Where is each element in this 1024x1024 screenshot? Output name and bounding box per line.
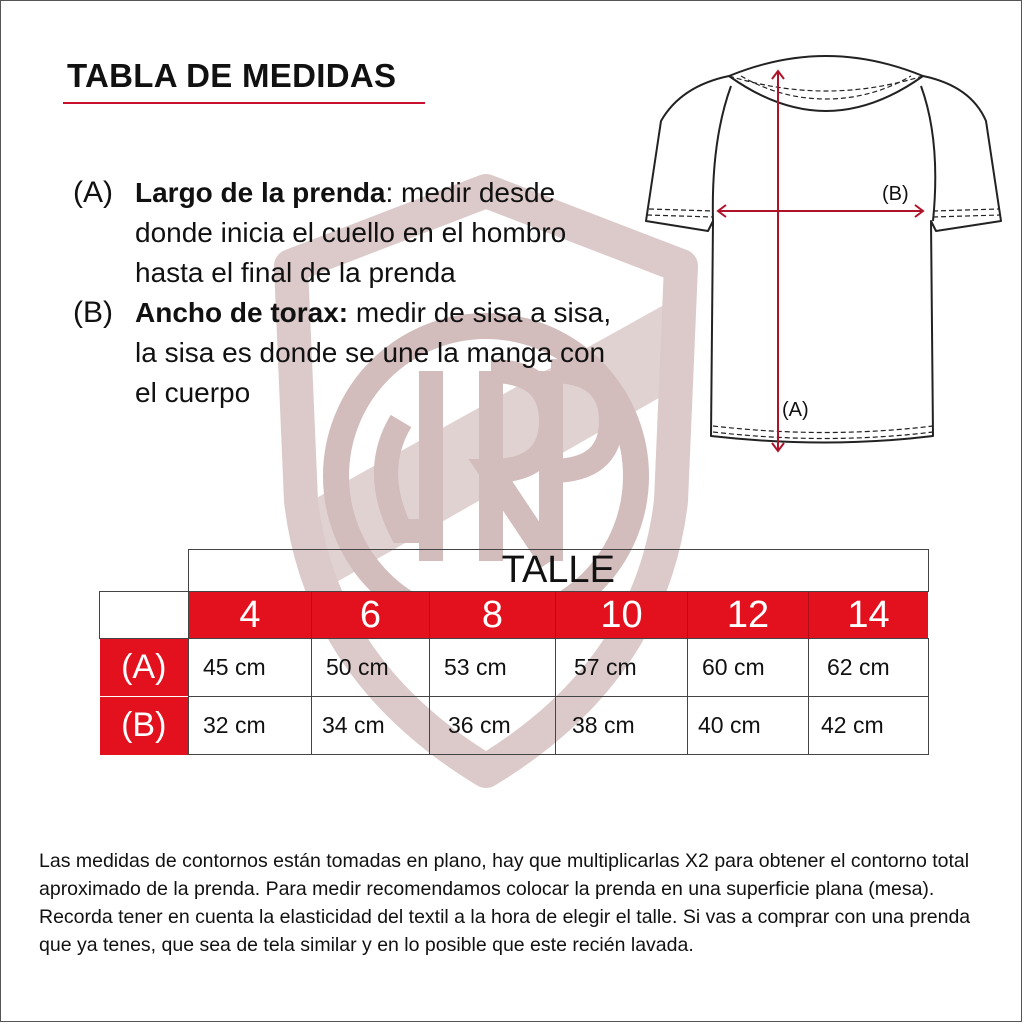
table-cell: 62 cm bbox=[809, 639, 929, 697]
table-cell: 40 cm bbox=[688, 697, 809, 755]
size-header: 6 bbox=[312, 592, 430, 639]
table-cell: 34 cm bbox=[312, 697, 430, 755]
size-header: 10 bbox=[556, 592, 688, 639]
definition-letter: (A) bbox=[73, 176, 113, 209]
tshirt-diagram-icon bbox=[641, 41, 1006, 466]
table-cell: 36 cm bbox=[430, 697, 556, 755]
definitions bbox=[73, 173, 613, 413]
row-label: (A) bbox=[100, 639, 189, 697]
row-label: (B) bbox=[100, 697, 189, 755]
table-row bbox=[100, 639, 929, 697]
definition-b bbox=[73, 293, 613, 413]
table-corner-empty bbox=[100, 550, 189, 592]
diagram-label-b: (B) bbox=[882, 183, 909, 205]
title-underline bbox=[63, 102, 425, 104]
definition-text: medir de sisa a sisa, la sisa es donde se une la manga con el cuerpo bbox=[135, 297, 612, 408]
definition-term: Largo de la prenda bbox=[135, 177, 386, 208]
definition-term: Ancho de torax: bbox=[135, 297, 349, 328]
table-cell: 38 cm bbox=[556, 697, 688, 755]
table-cell: 45 cm bbox=[189, 639, 312, 697]
diagram-label-a: (A) bbox=[782, 399, 809, 421]
measurement-note: Las medidas de contornos están tomadas en plano, hay que multiplicarlas X2 para obtener el contorno total aproximado de la prenda. Para medir recomendamos colocar la prenda en una superficie plana (mesa). Recorda tener en cuenta la elasticidad del textil a la hora de elegir el talle. Si vas a comprar con una prenda que ya tenes, que sea de tela similar y en lo posible que este recién lavada. bbox=[39, 850, 971, 956]
table-header-talle: TALLE bbox=[189, 550, 929, 592]
page-title: TABLA DE MEDIDAS bbox=[67, 57, 397, 94]
size-header: 8 bbox=[430, 592, 556, 639]
size-table bbox=[99, 549, 929, 755]
definition-text: : medir desde donde inicia el cuello en el hombro hasta el final de la prenda bbox=[135, 177, 567, 288]
size-header: 4 bbox=[189, 592, 312, 639]
table-cell: 32 cm bbox=[189, 697, 312, 755]
table-corner-blank bbox=[100, 592, 189, 639]
table-row bbox=[100, 697, 929, 755]
table-cell: 60 cm bbox=[688, 639, 809, 697]
table-cell: 53 cm bbox=[430, 639, 556, 697]
size-header: 12 bbox=[688, 592, 809, 639]
definition-letter: (B) bbox=[73, 296, 113, 329]
size-header: 14 bbox=[809, 592, 929, 639]
table-cell: 50 cm bbox=[312, 639, 430, 697]
definition-a bbox=[73, 173, 613, 293]
table-cell: 42 cm bbox=[809, 697, 929, 755]
table-cell: 57 cm bbox=[556, 639, 688, 697]
